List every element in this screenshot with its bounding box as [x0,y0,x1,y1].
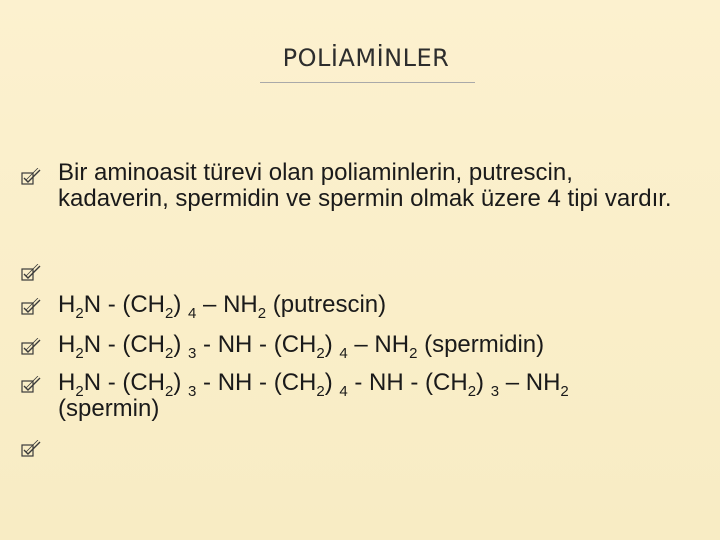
formula-subscript: 2 [316,383,325,400]
title-underline [260,82,475,83]
formula-subscript: 4 [188,305,197,322]
formula-label: (putrescin) [266,291,387,318]
formula-text: H [58,331,76,358]
formula-text: N - (CH [83,331,166,358]
formula-subscript: 3 [490,383,500,400]
formula-subscript: 2 [165,305,174,322]
formula-text: – NH [203,291,258,318]
formula-subscript: 2 [316,345,325,362]
slide-title: POLİAMİNLER [282,44,450,72]
formula-subscript: 4 [339,383,348,400]
formula-text: ) [476,369,485,396]
formula-subscript: 2 [75,345,84,362]
formula-subscript: 2 [165,345,174,362]
formula-text: - NH - (CH [203,369,317,396]
formula-text: N - (CH [83,291,166,318]
formula-text: – NH [354,331,410,358]
pencil-check-icon [20,264,42,282]
formula-text: – NH [505,369,561,396]
formula-subscript: 4 [339,345,348,362]
formula-subscript: 2 [560,383,569,400]
formula-text: ) [324,369,333,396]
pencil-check-icon [20,168,42,186]
formula-label: (spermidin) [417,331,545,358]
formula-subscript: 2 [467,383,477,400]
formula-label: (spermin) [58,395,160,422]
formula-text: - NH - (CH [203,331,317,358]
formula-subscript: 2 [409,345,418,362]
formula-subscript: 3 [188,345,197,362]
formula-text: ) [173,291,182,318]
pencil-check-icon [20,440,42,458]
formula-text: ) [173,331,182,358]
pencil-check-icon [20,298,42,316]
formula-text: ) [324,331,333,358]
formula-subscript: 2 [257,305,267,322]
formula-subscript: 2 [75,305,84,322]
pencil-check-icon [20,376,42,394]
intro-text: Bir aminoasit türevi olan poliaminlerin, putrescin, kadaverin, spermidin ve spermin olmak üzere 4 tipi vardır. [58,159,672,212]
formula-text: N - (CH [83,369,166,396]
formula-text: H [58,291,76,318]
formula-subscript: 2 [165,383,174,400]
formula-text: - NH - (CH [354,369,468,396]
pencil-check-icon [20,338,42,356]
formula-text: ) [173,369,182,396]
formula-text: H [58,369,76,396]
formula-subscript: 2 [75,383,84,400]
formula-subscript: 3 [188,383,197,400]
